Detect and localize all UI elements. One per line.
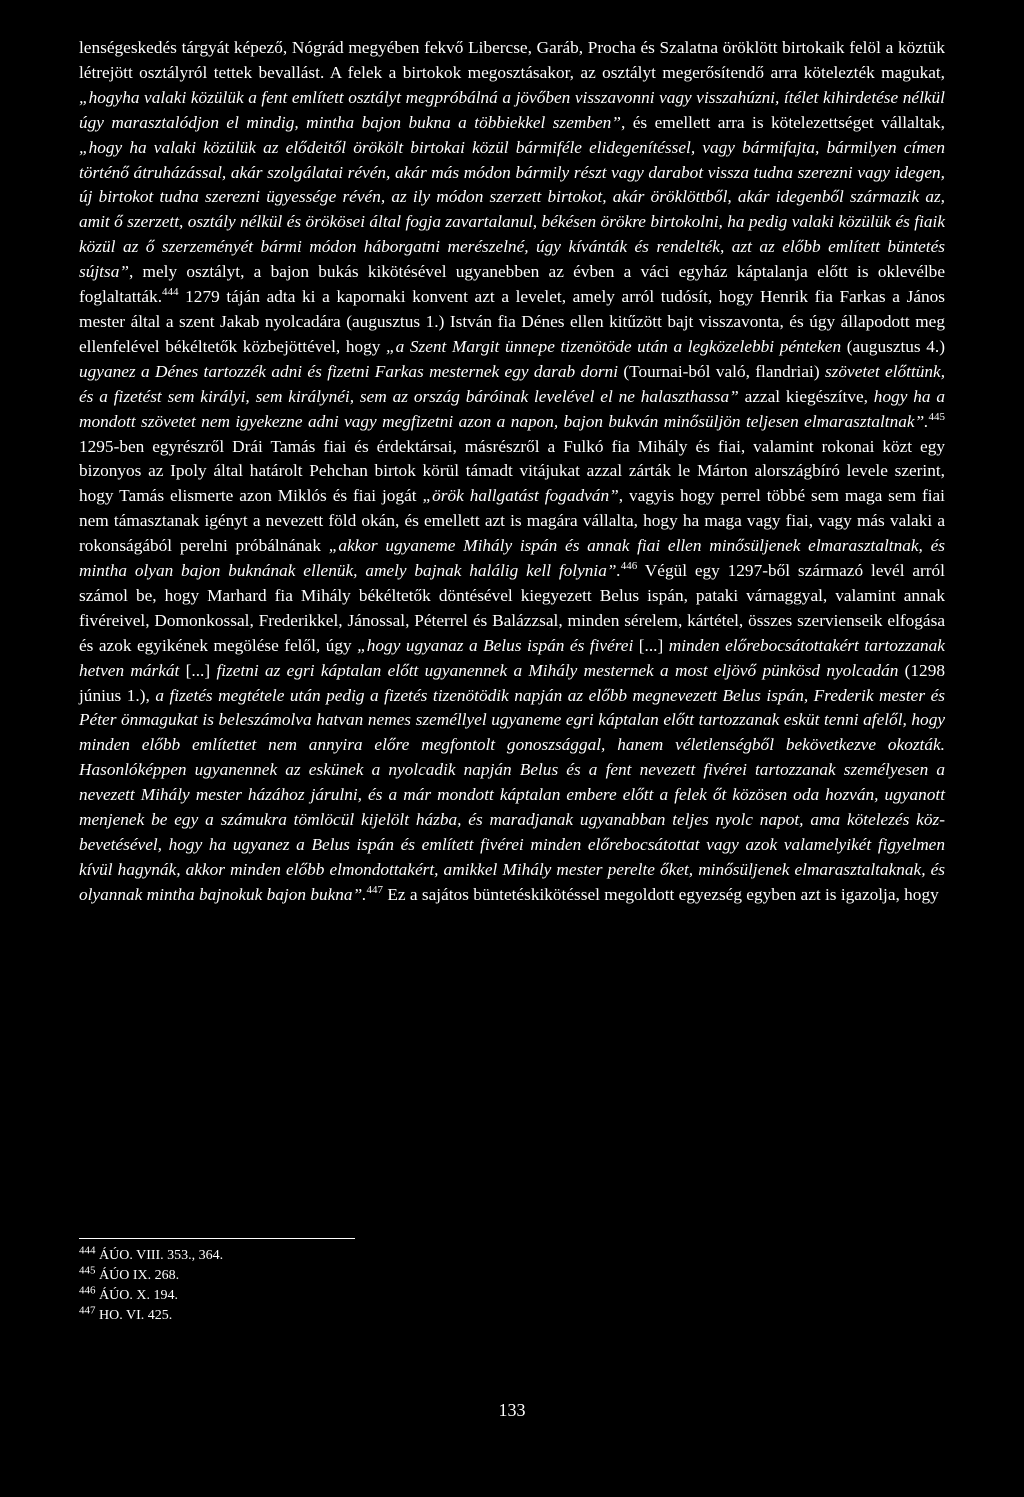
footnote-ref[interactable]: 444 [162,286,179,299]
page-number: 133 [498,1400,526,1420]
footnote-text: ÁÚO IX. 268. [99,1268,180,1283]
italic-quote: „a Szent Margit ünnepe tizenötöde után a legközelebbi pénteken [386,336,842,356]
footnote-text: HO. VI. 425. [99,1308,173,1323]
text-run: 1295-ben egyrészről Drái Tamás fiai és érdektársai, másrészről a Fulkó fia Mihály és fiai, valamint rokonai közt egy bizonyos az Ipoly által határolt Pehchan birtok körül támadt vitájukat azzal zárták le Márton alországbíró levele szerint, hogy Tamás elismerte azon Miklós és fiai jogát [79,436,945,506]
text-run: azzal kiegészítve, [738,386,874,406]
body-paragraph [79,36,945,908]
italic-quote: „örök hallgatást fogadván” [422,486,619,506]
text-run: (1298 június 1.), [79,660,945,705]
italic-quote: minden előrebocsátottakért tartozzanak hetven márkát [79,635,945,680]
footnote-list [79,1246,223,1326]
footnote [79,1286,223,1306]
italic-quote: „hogyha valaki közülük a fent említett osztályt megpróbálná a jövőben visszavonni vagy visszahúzni, ítélet kihirdetése nélkül úgy marasztalódjon el mindig, mintha bajon bukna a többiekkel szemben” [79,87,945,132]
text-run: (Tournai-ból való, flandriai) [618,361,825,381]
italic-quote: hogy ha a mondott szövetet nem igyekezne adni vagy megfizetni azon a napon, bajon bukván minősüljön teljesen elmarasztaltnak”. [79,386,946,431]
text-run: (augusztus 4.) [841,336,945,356]
footnote-ref[interactable]: 447 [366,884,384,897]
italic-quote: „hogy ugyanaz a Belus ispán és fivérei [357,635,634,655]
footnote-number: 445 [79,1264,96,1277]
italic-quote: ugyanez a Dénes tartozzék adni és fizetni Farkas mesternek egy darab dorni [79,361,619,381]
italic-quote: szövetet előttünk, és a fizetést sem királyi, sem királynéi, sem az ország báróinak levelével el ne halaszthassa” [79,361,946,406]
text-run: Végül egy 1297-ből származó levél arról számol be, hogy Marhard fia Mihály békéltetők döntésével kiegyezett Belus ispán, pataki várnaggyal, valamint annak fivéreivel, Domonkossal, Frederikkel, Jánossal, Péterrel és Balázzsal, minden sérelem, kártétel, összes szervienseik elfogása és azok egyikének megölése felől, úgy [79,561,945,655]
footnote [79,1266,223,1286]
footnote-text: ÁÚO. VIII. 353., 364. [99,1248,224,1263]
text-run: , és emellett arra is kötelezettséget vállaltak, [620,112,945,132]
text-run: [...] [179,660,217,680]
footnote-text: ÁÚO. X. 194. [99,1288,178,1303]
text-run: lenségeskedés tárgyát képező, Nógrád megyében fekvő Libercse, Garáb, Procha és Szalatna öröklött birtokaik felöl a köztük létrejött osztályról tettek bevallást. A felek a birtokok megosztásakor, az osztályt megerősítendő arra kötelezték magukat, [79,38,945,82]
footnote-number: 446 [79,1284,96,1297]
italic-quote: a fizetés megtétele után pedig a fizetés tizenötödik napján az előbb megnevezett Belus ispán, Frederik mester és Péter önmagukat is beleszámolva hatvan nemes személlyel ugyaneme egri káptalan előtt tartozzanak esküt tenni afelől, hogy minden előbb említettet nem annyira előre megfontolt gonoszsággal, hanem véletlenségből bekövetkezve okozták. Hasonlóképpen ugyanennek az eskünek a nyolcadik napján Belus és a fent nevezett fivérei tartozzanak személyesen a nevezett Mihály mester házához járulni, és a már mondott káptalan embere előtt a felek őt közösen oda hozván, ugyanott menjenek be egy a számukra tömlöcül kijelölt házba, és maradjanak ugyanabban teljes nyolc napot, ama kötelezés közbevetésével, hogy ha ugyanez a Belus ispán és említett fivérei minden előrebocsátottat vagy azok valamelyikét figyelmen kívül hagynák, akkor minden előbb elmondottakért, amikkel Mihály mester perelte őket, minősüljenek elmarasztaltaknak, és olyannak mintha bajnokuk bajon bukna”. [79,685,945,904]
footnote-separator [79,1238,355,1239]
italic-quote: „akkor ugyaneme Mihály ispán és annak fiai ellen minősüljenek elmarasztaltnak, és mintha olyan bajon buknának ellenük, amely bajnak halálig kell folynia”. [79,536,945,581]
italic-quote: „hogy ha valaki közülük az elődeitől örökölt birtokai közül bármiféle elidegenítéssel, vagy bármifajta, bármilyen címen történő átruházással, akár szolgálatai révén, akár más módon bármily részt vagy darabot vissza tudna szerezni vagy idegen, új birtokot tudna szerezni ügyessége révén, az ily módon szerzett birtokot, akár öröklöttből, akár idegenből származik az, amit ő szerzett, osztály nélkül és örökösei által fogja zavartalanul, békésen örökre birtokolni, ha pedig valaki közülük és fiaik közül az ő szerzeményét bármi módon háborgatni merészelné, úgy kívánták és rendelték, azt az előbb említett büntetés sújtsa” [79,137,945,282]
footnote [79,1306,223,1326]
text-run: , mely osztályt, a bajon bukás kikötésével ugyanebben az évben a váci egyház káptalanja előtt is oklevélbe foglaltatták. [79,262,945,307]
text-run: , vagyis hogy perrel többé sem maga sem fiai nem támasztanak igényt a nevezett föld okán, és emellett azt is magára vállalta, hogy ha maga vagy fiai, vagy más valaki a rokonságából perelni próbálnának [79,486,945,556]
footnote-ref[interactable]: 445 [928,410,945,423]
text-run: Ez a sajátos büntetéskikötéssel megoldott egyezség egyben azt is igazolja, hogy [383,884,939,904]
footnote-number: 447 [79,1304,96,1317]
text-run: 1279 táján adta ki a kapornaki konvent azt a levelet, amely arról tudósít, hogy Henrik fia Farkas a János mester által a szent Jakab nyolcadára (augusztus 1.) István fia Dénes ellen kitűzött bajt visszavonta, és úgy állapodott meg ellenfelével békéltetők közbejöttével, hogy [79,287,945,356]
text-run: [...] [633,635,669,655]
footnote-ref[interactable]: 446 [620,560,638,573]
italic-quote: fizetni az egri káptalan előtt ugyanennek a Mihály mesternek a most eljövő pünkösd nyolcadán [216,660,899,680]
footnote-number: 444 [79,1244,96,1257]
footnote [79,1246,223,1266]
